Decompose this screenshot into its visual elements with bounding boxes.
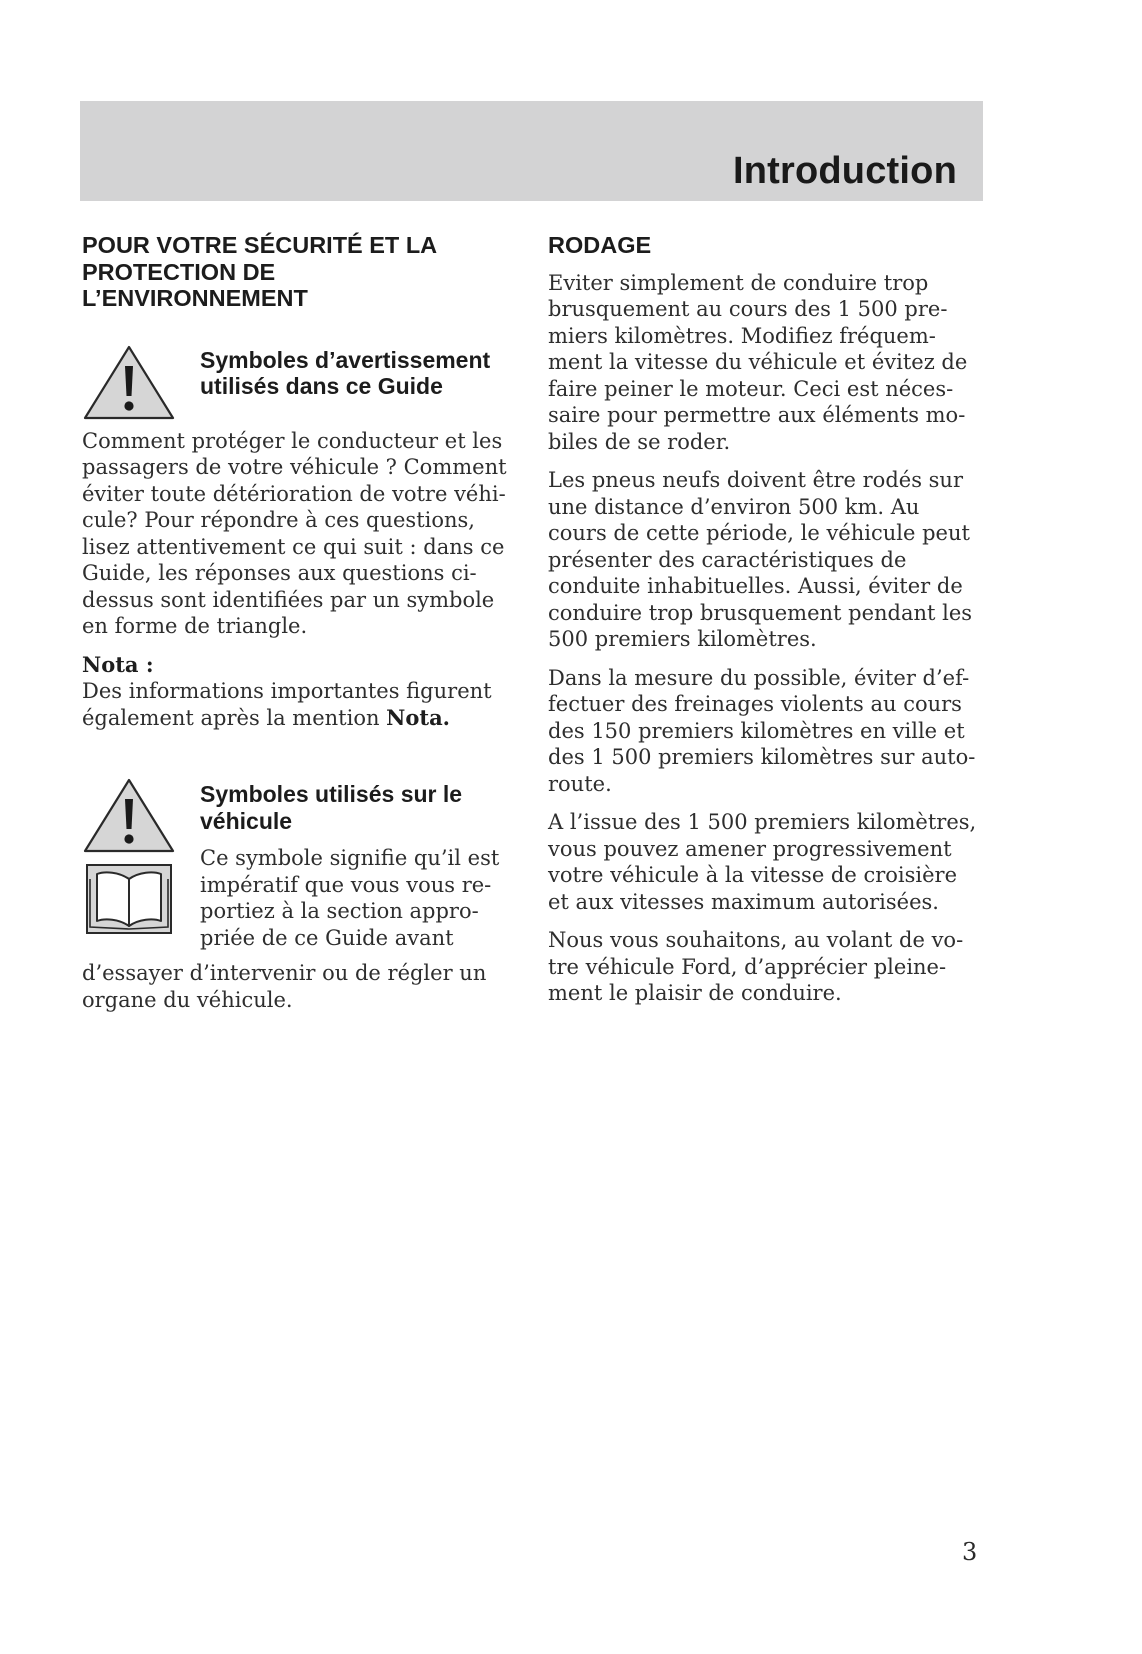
text-line: passagers de votre véhicule ? Comment bbox=[82, 455, 507, 479]
header-band bbox=[80, 101, 983, 201]
text-line: A l’issue des 1 500 premiers kilomètres, bbox=[548, 810, 977, 834]
text-line: en forme de triangle. bbox=[82, 614, 308, 638]
manual-book-icon bbox=[85, 863, 173, 939]
text-line: conduite inhabituelles. Aussi, éviter de bbox=[548, 574, 963, 598]
nota-line-prefix: également après la mention bbox=[82, 705, 387, 730]
text-line: et aux vitesses maximum autorisées. bbox=[548, 889, 939, 914]
text-line: brusquement au cours des 1 500 pre- bbox=[548, 297, 948, 321]
safety-heading-line: L’ENVIRONNEMENT bbox=[82, 285, 308, 311]
break-in-heading: RODAGE bbox=[548, 232, 652, 258]
text-line: faire peiner le moteur. Ceci est néces- bbox=[548, 376, 954, 401]
text-line: portiez à la section appro- bbox=[200, 899, 479, 923]
text-line: cule? Pour répondre à ces questions, bbox=[82, 508, 475, 532]
nota-paragraph bbox=[82, 652, 522, 732]
text-line: impératif que vous vous re- bbox=[200, 872, 492, 897]
text-line: votre véhicule à la vitesse de croisière bbox=[548, 863, 958, 887]
braking-paragraph bbox=[548, 665, 988, 798]
tyres-paragraph bbox=[548, 467, 988, 653]
text-line: Guide, les réponses aux questions ci- bbox=[82, 561, 477, 585]
text-line: conduire trop brusquement pendant les bbox=[548, 600, 973, 625]
intro-paragraph bbox=[82, 428, 522, 640]
text-line: Nous vous souhaitons, au volant de vo- bbox=[548, 928, 964, 952]
warning-triangle-icon bbox=[82, 777, 176, 859]
text-line: d’essayer d’intervenir ou de régler un bbox=[82, 961, 487, 985]
book-symbol-paragraph bbox=[200, 845, 530, 951]
text-line: des 1 500 premiers kilomètres sur auto- bbox=[548, 745, 976, 769]
page-title: Introduction bbox=[732, 150, 957, 192]
text-line: organe du véhicule. bbox=[82, 987, 293, 1012]
safety-heading-line: POUR VOTRE SÉCURITÉ ET LA bbox=[82, 232, 438, 258]
text-line bbox=[82, 705, 522, 732]
text-line: fectuer des freinages violents au cours bbox=[548, 692, 962, 716]
safety-heading-line: PROTECTION DE bbox=[82, 258, 276, 285]
safety-heading bbox=[82, 232, 522, 312]
vehicle-symbols-title-line: Symboles utilisés sur le bbox=[200, 781, 463, 807]
warning-symbols-title-line: utilisés dans ce Guide bbox=[200, 373, 443, 399]
text-line: Des informations importantes figurent bbox=[82, 679, 492, 703]
speed-paragraph bbox=[548, 809, 988, 915]
text-line: Ce symbole signifie qu’il est bbox=[200, 846, 500, 870]
text-line: miers kilomètres. Modifiez fréquem- bbox=[548, 323, 936, 348]
text-line: lisez attentivement ce qui suit : dans ce bbox=[82, 534, 505, 559]
text-line: biles de se roder. bbox=[548, 429, 731, 454]
closing-paragraph bbox=[548, 927, 988, 1007]
text-line: Eviter simplement de conduire trop bbox=[548, 270, 929, 295]
warning-triangle-icon bbox=[82, 344, 176, 426]
text-line: éviter toute détérioration de votre véhi- bbox=[82, 481, 506, 506]
text-line: une distance d’environ 500 km. Au bbox=[548, 494, 920, 519]
text-line: ment la vitesse du véhicule et évitez de bbox=[548, 350, 968, 374]
text-line: 500 premiers kilomètres. bbox=[548, 627, 817, 651]
right-column bbox=[548, 232, 988, 1019]
text-line: Dans la mesure du possible, éviter d’ef- bbox=[548, 665, 970, 690]
text-line: dessus sont identifiées par un symbole bbox=[82, 587, 495, 612]
warning-symbols-block bbox=[82, 341, 522, 417]
text-line: tre véhicule Ford, d’apprécier pleine- bbox=[548, 954, 947, 979]
text-line: présenter des caractéristiques de bbox=[548, 547, 907, 572]
warning-symbols-title-line: Symboles d’avertissement bbox=[200, 346, 491, 373]
text-line: cours de cette période, le véhicule peut bbox=[548, 521, 970, 545]
text-line: ment le plaisir de conduire. bbox=[548, 981, 842, 1005]
text-line: Comment protéger le conducteur et les bbox=[82, 428, 503, 453]
nota-mention: Nota. bbox=[386, 704, 450, 730]
vehicle-symbols-title-line: véhicule bbox=[200, 807, 293, 834]
page-number: 3 bbox=[962, 1538, 978, 1566]
text-line: vous pouvez amener progressivement bbox=[548, 836, 952, 861]
text-line: des 150 premiers kilomètres en ville et bbox=[548, 718, 965, 743]
vehicle-symbols-block bbox=[82, 777, 522, 1012]
left-column bbox=[82, 232, 522, 1012]
text-line: priée de ce Guide avant bbox=[200, 925, 454, 950]
nota-label: Nota : bbox=[82, 651, 154, 677]
text-line: route. bbox=[548, 771, 612, 796]
book-symbol-paragraph-continued bbox=[82, 960, 522, 1013]
text-line: saire pour permettre aux éléments mo- bbox=[548, 403, 966, 427]
text-line: Les pneus neufs doivent être rodés sur bbox=[548, 468, 963, 492]
break-in-paragraph bbox=[548, 270, 988, 456]
